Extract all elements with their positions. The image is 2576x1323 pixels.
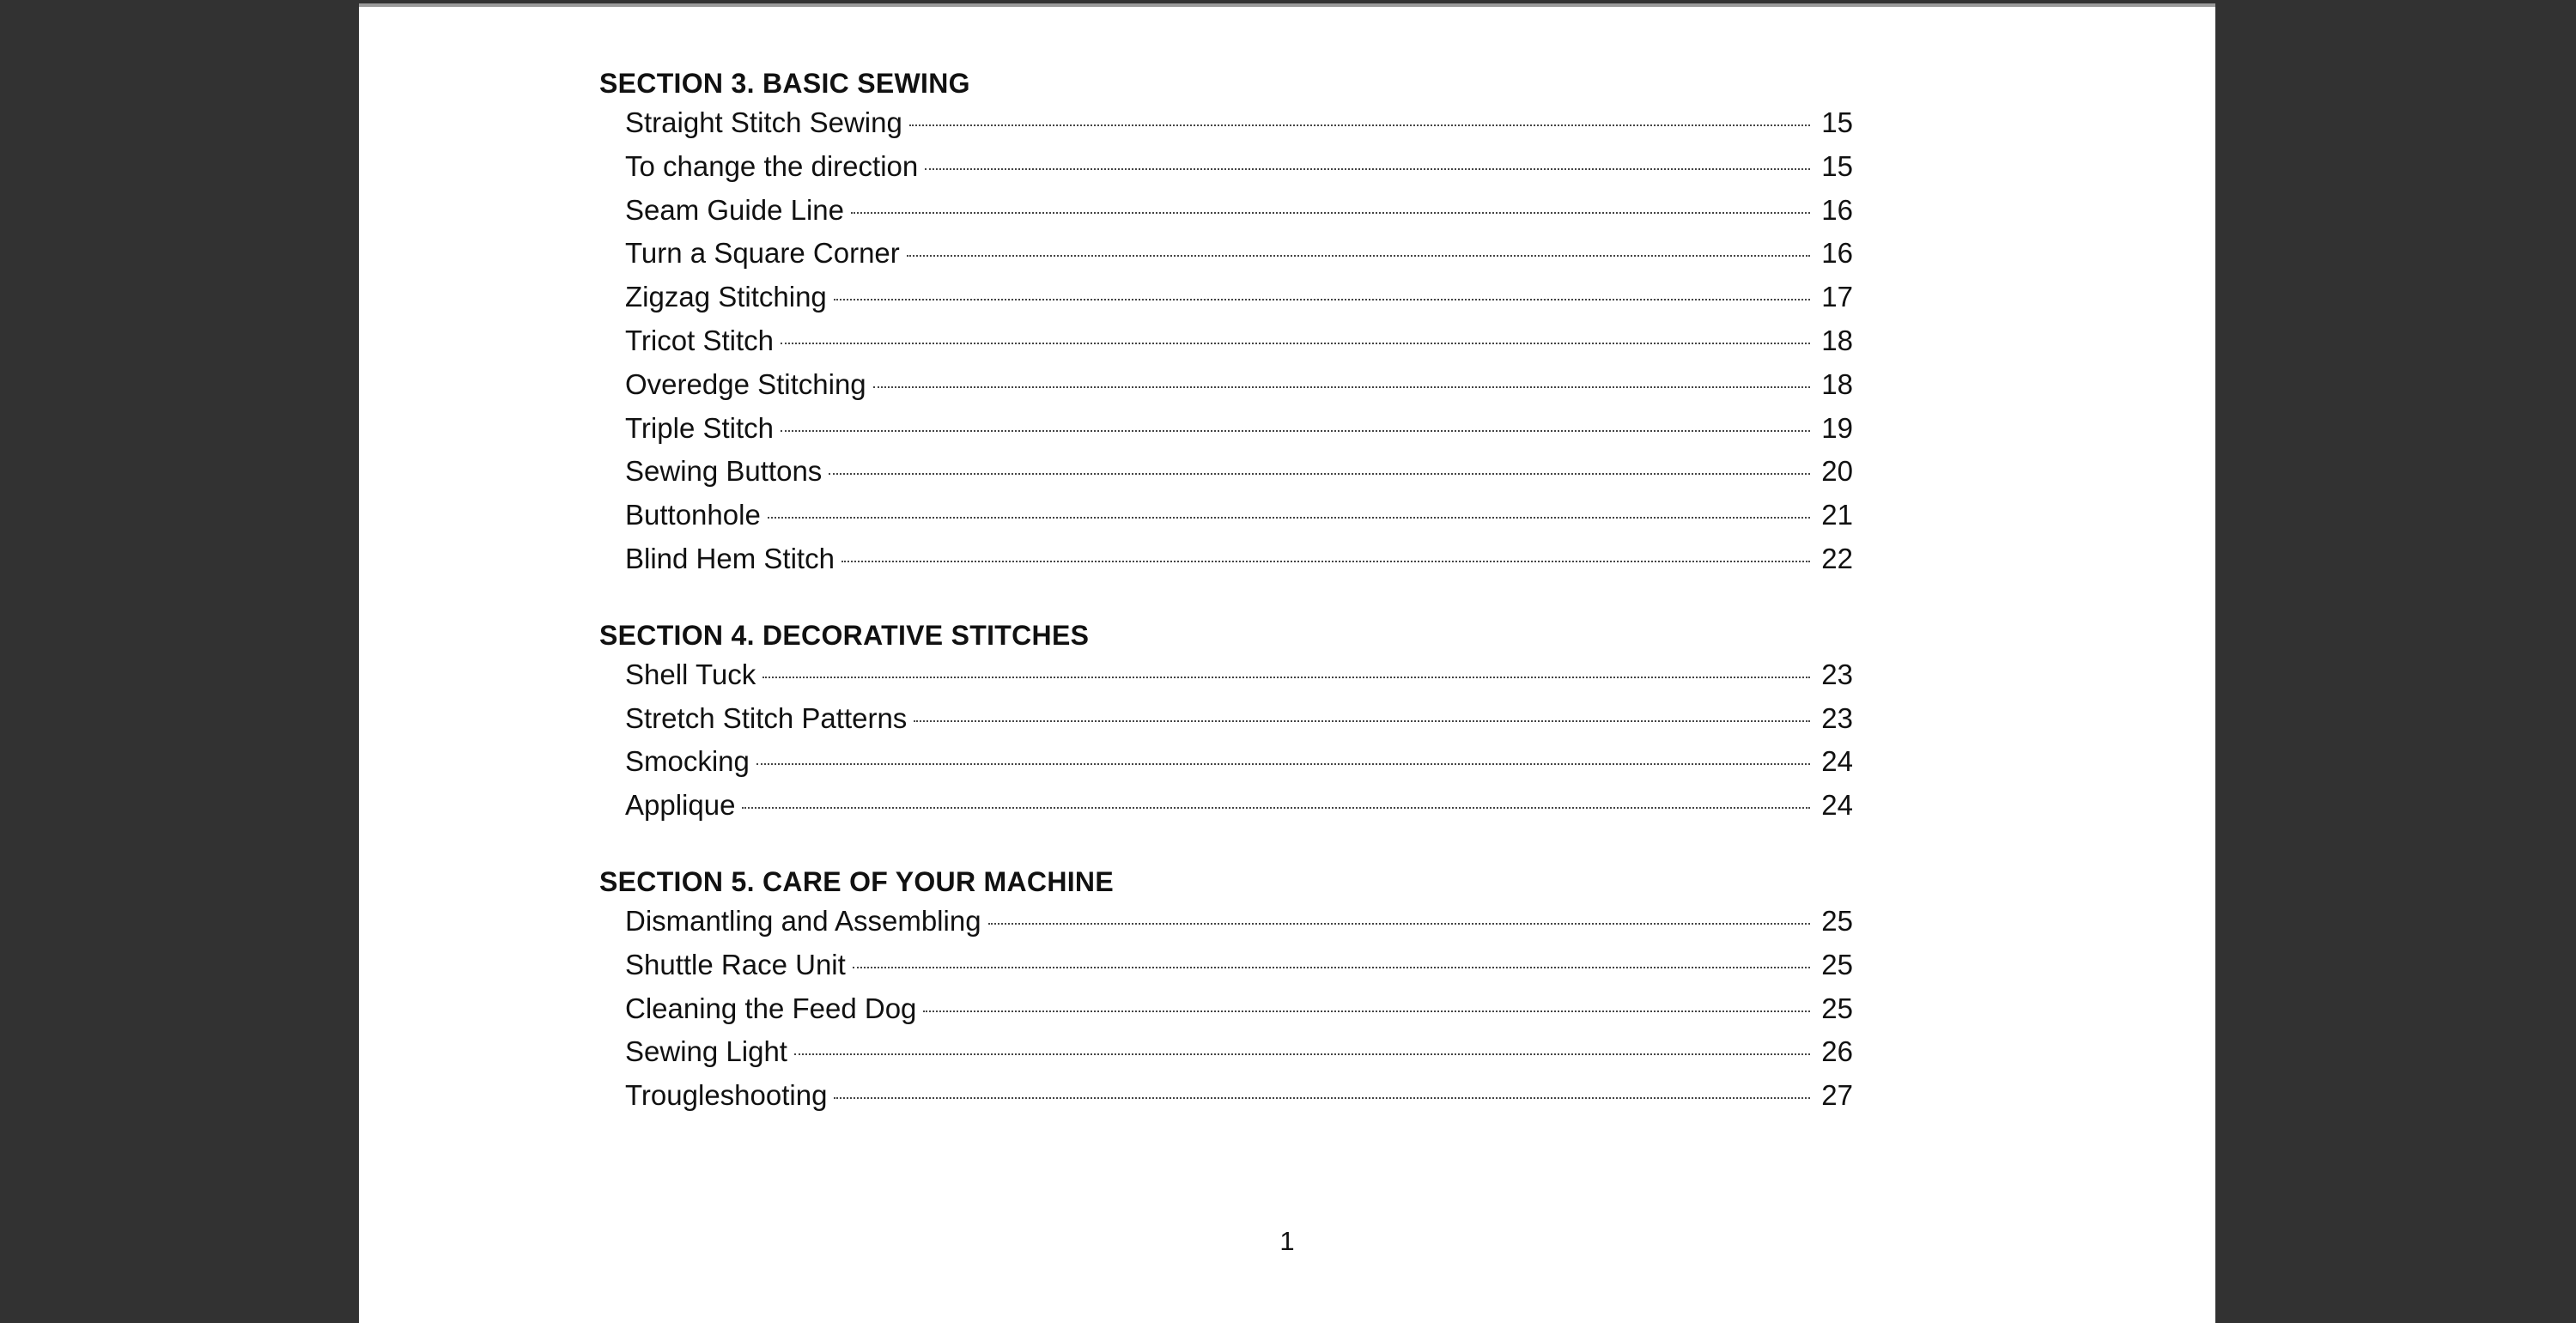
- toc-entry[interactable]: [625, 784, 1853, 828]
- entry-page: 22: [1821, 542, 1853, 574]
- section-entries: [599, 101, 2198, 581]
- entry-label: Triple Stitch: [625, 411, 774, 444]
- toc-entry[interactable]: [625, 450, 1853, 494]
- entry-page: 20: [1821, 455, 1853, 488]
- entry-label: Trougleshooting: [625, 1079, 828, 1112]
- toc-entry[interactable]: [625, 189, 1853, 233]
- toc-entry[interactable]: [625, 944, 1853, 987]
- dot-leader: [768, 517, 1810, 519]
- toc-entry[interactable]: [625, 1030, 1853, 1074]
- toc-entry[interactable]: [625, 407, 1853, 451]
- entry-page: 17: [1821, 281, 1853, 313]
- entry-page: 24: [1821, 789, 1853, 822]
- dot-leader: [914, 720, 1810, 722]
- entry-page: 26: [1821, 1035, 1853, 1068]
- table-of-contents: [599, 67, 2198, 1118]
- toc-section: [599, 865, 2198, 1118]
- section-entries: [599, 653, 2198, 828]
- toc-entry[interactable]: [625, 232, 1853, 276]
- dot-leader: [834, 1097, 1810, 1099]
- entry-label: Straight Stitch Sewing: [625, 106, 902, 138]
- dot-leader: [909, 124, 1810, 126]
- section-title: SECTION 4. DECORATIVE STITCHES: [599, 619, 1090, 651]
- entry-label: Cleaning the Feed Dog: [625, 992, 917, 1024]
- entry-page: 25: [1821, 948, 1853, 980]
- dot-leader: [925, 168, 1810, 170]
- entry-label: Buttonhole: [625, 499, 761, 531]
- toc-entry[interactable]: [625, 145, 1853, 189]
- dot-leader: [907, 255, 1810, 257]
- dot-leader: [762, 677, 1810, 678]
- dot-leader: [781, 343, 1810, 344]
- toc-entry[interactable]: [625, 101, 1853, 145]
- toc-entry[interactable]: [625, 1074, 1853, 1118]
- entry-page: 18: [1821, 367, 1853, 400]
- entry-page: 15: [1821, 149, 1853, 182]
- entry-label: To change the direction: [625, 149, 919, 182]
- toc-entry[interactable]: [625, 276, 1853, 319]
- entry-page: 25: [1821, 904, 1853, 937]
- section-title: SECTION 3. BASIC SEWING: [599, 68, 970, 99]
- entry-label: Shuttle Race Unit: [625, 948, 846, 980]
- entry-page: 21: [1821, 499, 1853, 531]
- entry-page: 16: [1821, 237, 1853, 270]
- toc-entry[interactable]: [625, 987, 1853, 1031]
- entry-label: Smocking: [625, 745, 750, 778]
- toc-entry[interactable]: [625, 494, 1853, 537]
- entry-label: Applique: [625, 789, 736, 822]
- dot-leader: [742, 807, 1810, 809]
- dot-leader: [873, 386, 1810, 388]
- entry-page: 23: [1821, 701, 1853, 734]
- dot-leader: [851, 212, 1810, 214]
- entry-label: Blind Hem Stitch: [625, 542, 835, 574]
- entry-label: Shell Tuck: [625, 658, 756, 690]
- dot-leader: [834, 299, 1810, 300]
- toc-section: [599, 67, 2198, 581]
- entry-page: 24: [1821, 745, 1853, 778]
- dot-leader: [794, 1053, 1810, 1055]
- dot-leader: [829, 473, 1810, 475]
- dot-leader: [923, 1010, 1810, 1012]
- toc-entry[interactable]: [625, 697, 1853, 741]
- toc-entry[interactable]: [625, 319, 1853, 363]
- entry-page: 18: [1821, 324, 1853, 356]
- toc-section: [599, 619, 2198, 828]
- entry-label: Stretch Stitch Patterns: [625, 701, 908, 734]
- entry-label: Turn a Square Corner: [625, 237, 900, 270]
- dot-leader: [841, 561, 1810, 562]
- entry-label: Tricot Stitch: [625, 324, 774, 356]
- entry-label: Dismantling and Assembling: [625, 904, 981, 937]
- toc-entry[interactable]: [625, 653, 1853, 697]
- entry-label: Overedge Stitching: [625, 367, 866, 400]
- entry-page: 15: [1821, 106, 1853, 138]
- document-page: [359, 3, 2215, 1323]
- toc-entry[interactable]: [625, 900, 1853, 944]
- entry-page: 27: [1821, 1079, 1853, 1112]
- toc-entry[interactable]: [625, 740, 1853, 784]
- section-entries: [599, 900, 2198, 1118]
- dot-leader: [988, 923, 1810, 925]
- entry-page: 19: [1821, 411, 1853, 444]
- section-title: SECTION 5. CARE OF YOUR MACHINE: [599, 865, 1114, 897]
- page-number: 1: [1279, 1226, 1295, 1256]
- dot-leader: [853, 967, 1810, 968]
- toc-entry[interactable]: [625, 537, 1853, 581]
- entry-page: 23: [1821, 658, 1853, 690]
- entry-page: 16: [1821, 193, 1853, 226]
- entry-label: Sewing Buttons: [625, 455, 823, 488]
- entry-label: Sewing Light: [625, 1035, 787, 1068]
- toc-entry[interactable]: [625, 363, 1853, 407]
- entry-label: Seam Guide Line: [625, 193, 844, 226]
- entry-label: Zigzag Stitching: [625, 281, 827, 313]
- entry-page: 25: [1821, 992, 1853, 1024]
- dot-leader: [756, 763, 1810, 765]
- dot-leader: [781, 430, 1810, 432]
